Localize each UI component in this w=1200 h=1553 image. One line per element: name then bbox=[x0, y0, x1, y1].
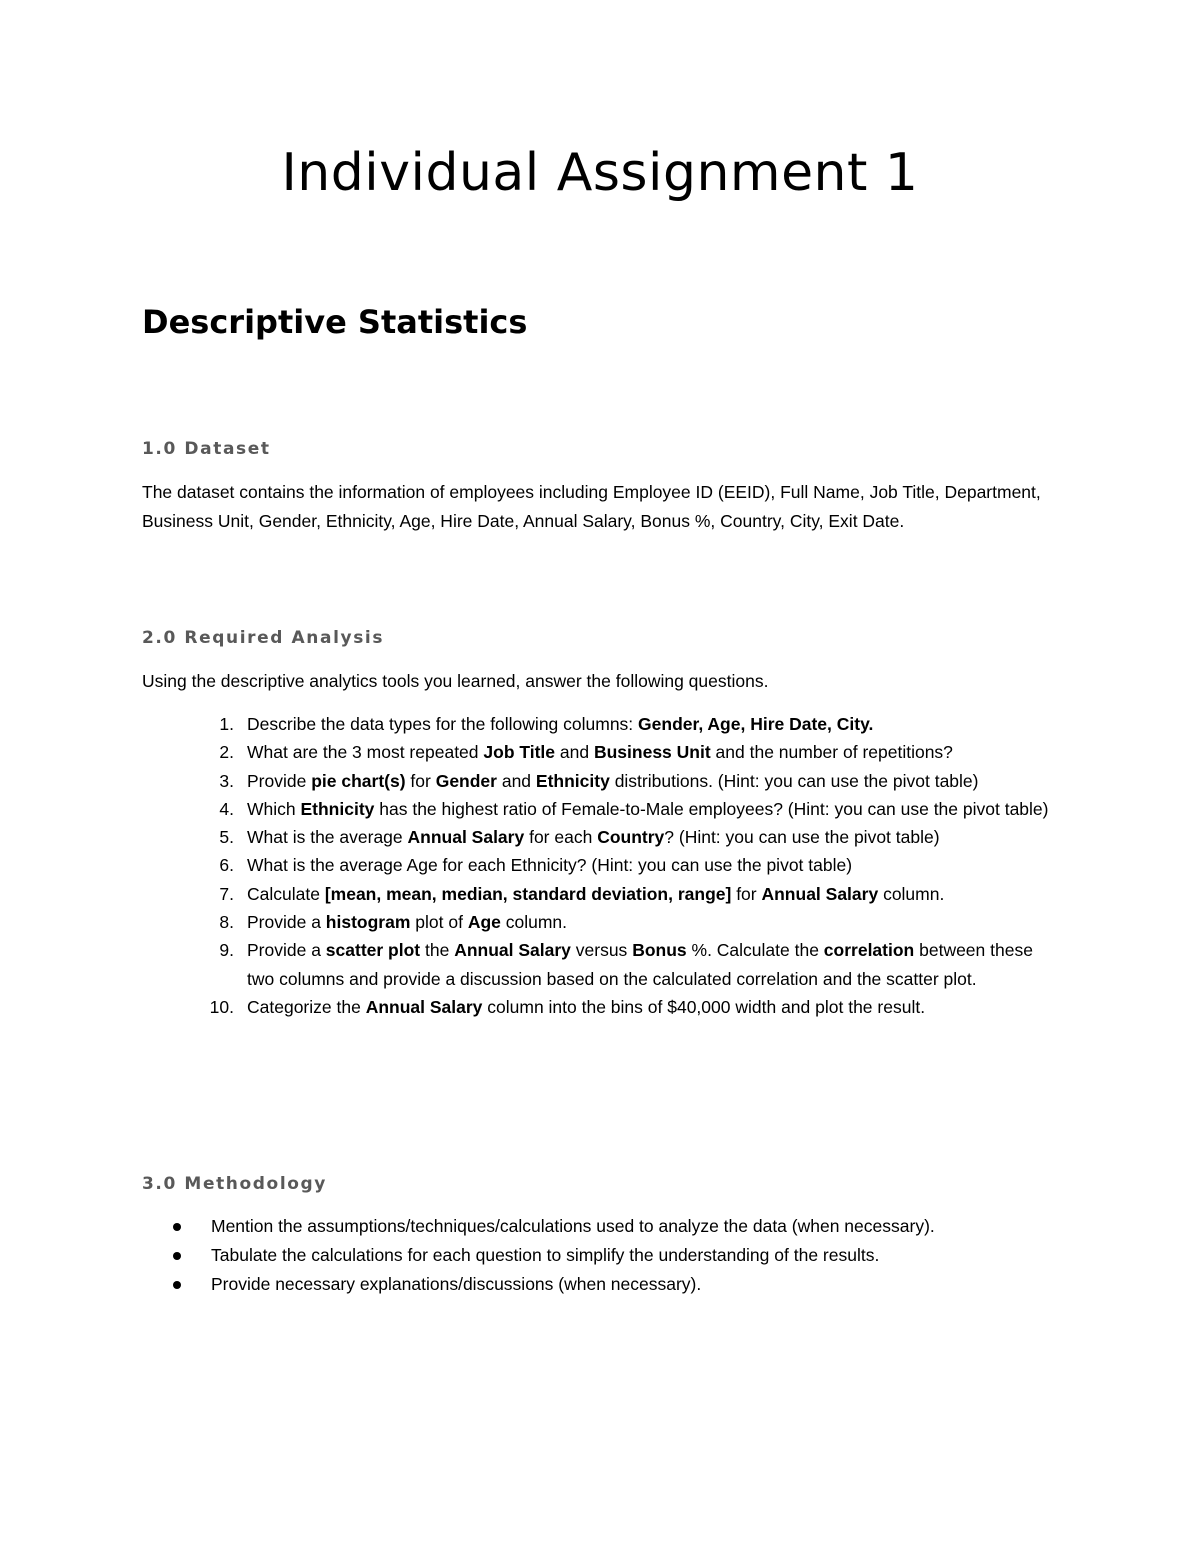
list-item-number: 8. bbox=[219, 912, 234, 933]
list-item-text: for bbox=[731, 883, 762, 904]
list-item-bold-text: Annual Salary bbox=[454, 940, 571, 961]
list-item-bold-text: Job Title bbox=[483, 742, 556, 763]
list-item bbox=[142, 823, 1062, 851]
dataset-description: The dataset contains the information of employees including Employee ID (EEID), Full Name, Job Title, Department, Business Unit, Gender, Ethnicity, Age, Hire Date, Annual Salary, Bonus %, Country, City, Exit Date. bbox=[142, 482, 1041, 531]
list-item-text: Categorize the bbox=[247, 996, 366, 1017]
list-item-text: Provide necessary explanations/discussions (when necessary). bbox=[211, 1274, 702, 1294]
list-item-bold-text: scatter plot bbox=[325, 940, 421, 961]
list-item-text: Which bbox=[247, 798, 301, 819]
list-item-text: plot of bbox=[410, 912, 468, 933]
list-item-text: has the highest ratio of Female-to-Male employees? (Hint: you can use the pivot table) bbox=[374, 798, 1049, 819]
list-item bbox=[142, 851, 1062, 879]
list-item bbox=[142, 738, 1062, 766]
list-item-text: column. bbox=[500, 912, 568, 933]
list-item-bold-text: Gender bbox=[435, 770, 497, 791]
list-item-number: 7. bbox=[219, 883, 234, 904]
list-item bbox=[142, 993, 1062, 1021]
list-item-bold-text: Age bbox=[467, 912, 501, 933]
list-item-text: versus bbox=[570, 940, 633, 961]
list-item-bold-text: Annual Salary bbox=[407, 827, 525, 848]
list-item-bold-text: Country bbox=[597, 827, 665, 848]
list-item-number: 4. bbox=[219, 798, 234, 819]
list-item-bold-text: correlation bbox=[823, 940, 915, 961]
list-item-bold-text: (s) bbox=[384, 770, 406, 791]
list-item-text: Provide a bbox=[247, 940, 326, 961]
question-list bbox=[142, 710, 1062, 1021]
list-item-bold-text: [mean, mean, median, standard deviation, range] bbox=[324, 883, 732, 904]
list-item-bold-text: Business Unit bbox=[593, 742, 711, 763]
list-item bbox=[142, 936, 1062, 993]
list-item-bold-text: Bonus bbox=[632, 940, 687, 961]
list-item-text: and bbox=[555, 742, 594, 763]
methodology-list bbox=[142, 1212, 1062, 1299]
list-item-text: and the number of repetitions? bbox=[710, 742, 953, 763]
list-item-bold-text: Ethnicity bbox=[535, 770, 610, 791]
list-item-text: Describe the data types for the following columns: bbox=[247, 714, 639, 734]
document-title: Individual Assignment 1 bbox=[281, 143, 919, 203]
list-item bbox=[142, 1270, 1062, 1299]
list-item-number: 10. bbox=[209, 996, 234, 1017]
list-item-text: the bbox=[420, 940, 455, 961]
list-item-bold-text: Annual Salary bbox=[761, 883, 879, 904]
section-heading-dataset: 1.0 Dataset bbox=[142, 439, 271, 459]
bullet-icon bbox=[173, 1223, 181, 1231]
list-item-text: %. Calculate the bbox=[686, 940, 824, 961]
document-subtitle: Descriptive Statistics bbox=[142, 303, 528, 341]
list-item-text: Provide bbox=[247, 770, 312, 791]
list-item bbox=[142, 1212, 1062, 1241]
list-item-bold-text: pie chart bbox=[311, 770, 385, 791]
list-item-text: ? (Hint: you can use the pivot table) bbox=[664, 827, 940, 848]
list-item-text: column into the bins of $40,000 width and plot the result. bbox=[482, 996, 926, 1017]
list-item bbox=[142, 908, 1062, 936]
list-item-text: for bbox=[405, 770, 436, 791]
list-item-number: 1. bbox=[219, 714, 234, 734]
list-item-text: distributions. (Hint: you can use the pivot table) bbox=[609, 770, 979, 791]
required-analysis-intro: Using the descriptive analytics tools you learned, answer the following questions. bbox=[142, 671, 769, 691]
list-item-text: Calculate bbox=[247, 883, 325, 904]
list-item-bold-text: Annual Salary bbox=[365, 996, 483, 1017]
list-item-text: between these two columns and provide a discussion based on the calculated correlation and the scatter plot. bbox=[247, 940, 1033, 989]
list-item-number: 3. bbox=[219, 770, 234, 791]
list-item bbox=[142, 710, 1062, 738]
list-item-text: and bbox=[496, 770, 536, 791]
list-item-text: Tabulate the calculations for each question to simplify the understanding of the results. bbox=[211, 1245, 880, 1265]
list-item-text: column. bbox=[878, 883, 945, 904]
list-item-text: What is the average bbox=[247, 827, 408, 848]
list-item bbox=[142, 1241, 1062, 1270]
list-item-number: 2. bbox=[219, 742, 234, 763]
list-item bbox=[142, 795, 1062, 823]
list-item-text: Provide a bbox=[247, 912, 326, 933]
list-item-text: What is the average Age for each Ethnicity? (Hint: you can use the pivot table) bbox=[247, 855, 853, 876]
list-item-number: 5. bbox=[219, 827, 234, 848]
list-item-text: Mention the assumptions/techniques/calculations used to analyze the data (when necessary). bbox=[211, 1216, 935, 1236]
list-item-bold-text: Ethnicity bbox=[300, 798, 375, 819]
list-item-number: 9. bbox=[219, 940, 234, 961]
bullet-icon bbox=[173, 1252, 181, 1260]
list-item-number: 6. bbox=[219, 855, 234, 876]
bullet-icon bbox=[173, 1281, 181, 1289]
list-item-text: for each bbox=[524, 827, 598, 848]
list-item-bold-text: Gender, Age, Hire Date, City. bbox=[638, 714, 874, 734]
list-item bbox=[142, 880, 1062, 908]
list-item-text: What are the 3 most repeated bbox=[247, 742, 484, 763]
list-item-bold-text: histogram bbox=[325, 912, 411, 933]
section-heading-required-analysis: 2.0 Required Analysis bbox=[142, 628, 385, 648]
list-item bbox=[142, 767, 1062, 795]
section-heading-methodology: 3.0 Methodology bbox=[142, 1174, 327, 1194]
